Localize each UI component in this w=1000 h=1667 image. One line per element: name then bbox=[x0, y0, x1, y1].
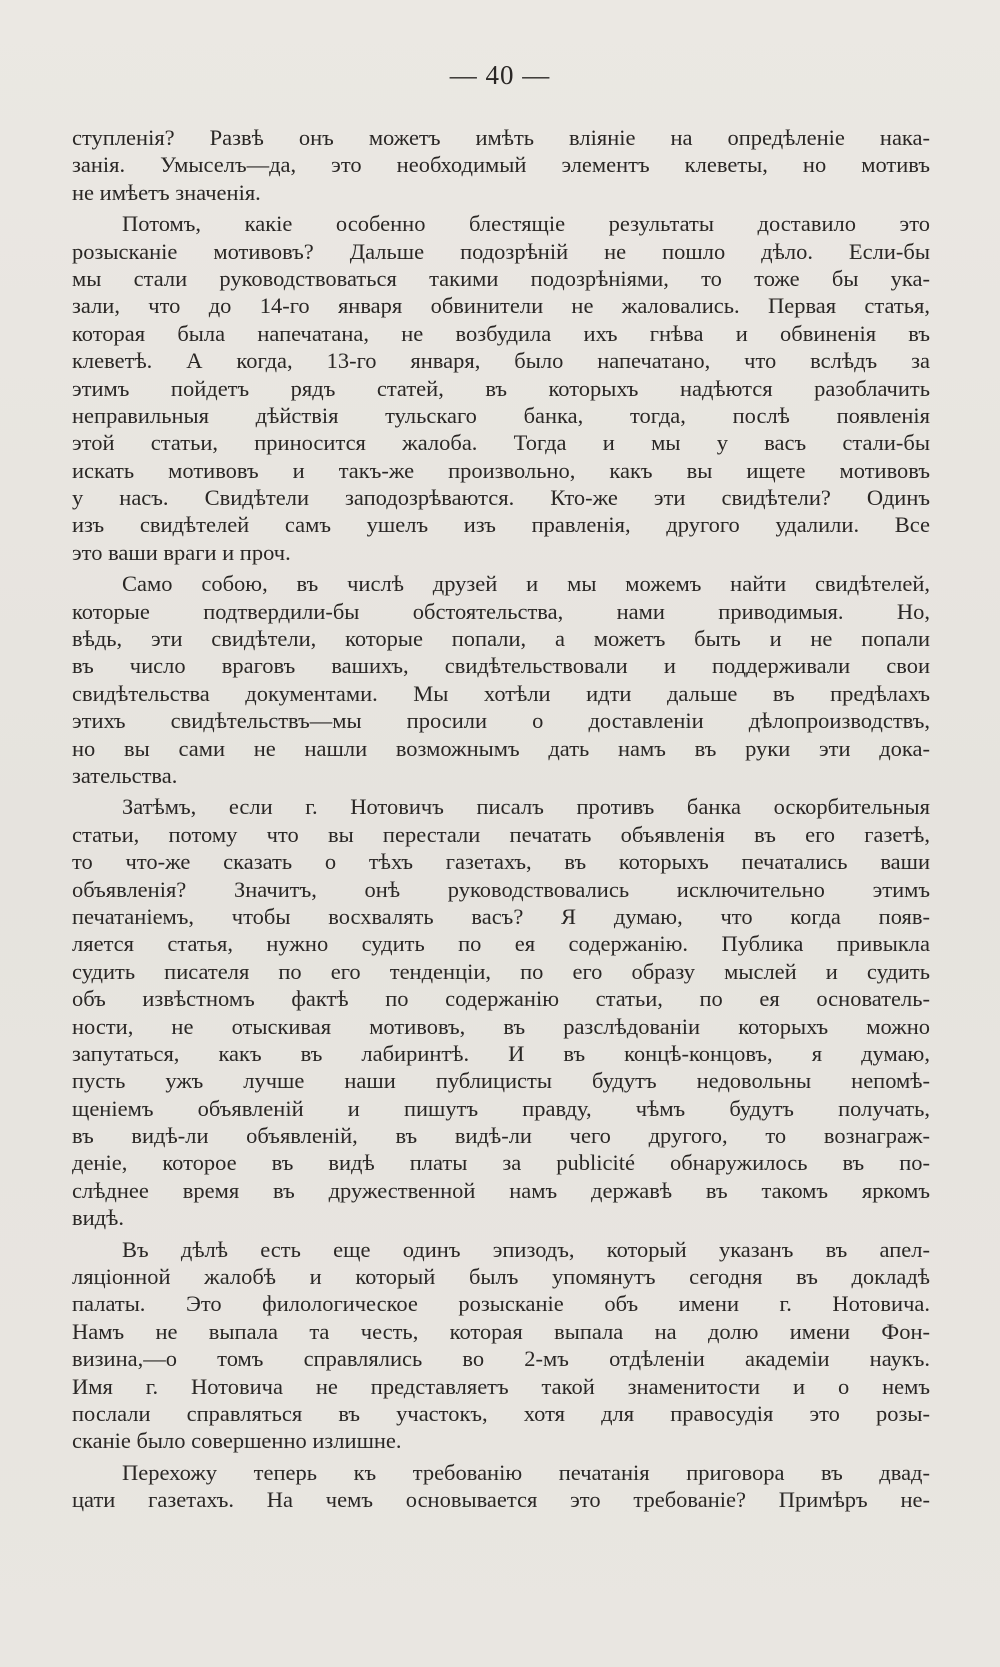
text-line: клеветѣ. А когда, 13-го января, было напечатано, что вслѣдъ за bbox=[72, 348, 930, 374]
text-line: искать мотивовъ и такъ-же произвольно, какъ вы ищете мотивовъ bbox=[72, 457, 930, 483]
body-text bbox=[72, 124, 930, 1514]
text-line: въ видѣ-ли объявленій, въ видѣ-ли чего другого, то вознаграж- bbox=[72, 1123, 930, 1149]
text-line: запутаться, какъ въ лабиринтѣ. И въ концѣ-концовъ, я думаю, bbox=[72, 1040, 930, 1066]
text-line: этихъ свидѣтельствъ—мы просили о доставленіи дѣлопроизводствъ, bbox=[72, 708, 930, 734]
text-line: цати газетахъ. На чемъ основывается это требованіе? Примѣръ не- bbox=[72, 1487, 930, 1513]
text-line: въ число враговъ вашихъ, свидѣтельствовали и поддерживали свои bbox=[72, 653, 930, 679]
text-line: зали, что до 14-го января обвинители не жаловались. Первая статья, bbox=[72, 293, 930, 319]
text-line: сканіе было совершенно излишне. bbox=[72, 1428, 402, 1454]
text-line: которые подтвердили-бы обстоятельства, нами приводимыя. Но, bbox=[72, 598, 930, 624]
text-line: щеніемъ объявленій и пишутъ правду, чѣмъ будутъ получать, bbox=[72, 1095, 930, 1121]
text-line: пусть ужъ лучше наши публицисты будутъ недовольны непомѣ- bbox=[72, 1068, 930, 1094]
text-line: ности, не отыскивая мотивовъ, въ разслѣдованіи которыхъ можно bbox=[72, 1013, 930, 1039]
text-line: ляціонной жалобѣ и который былъ упомянутъ сегодня въ докладѣ bbox=[72, 1264, 930, 1290]
text-line: печатаніемъ, чтобы восхвалять васъ? Я думаю, что когда появ- bbox=[72, 903, 930, 929]
text-line: статьи, потому что вы перестали печатать объявленія въ его газетѣ, bbox=[72, 821, 930, 847]
text-line: объ извѣстномъ фактѣ по содержанію статьи, по ея основатель- bbox=[72, 986, 930, 1012]
text-line: визина,—о томъ справлялись во 2-мъ отдѣленіи академіи наукъ. bbox=[72, 1346, 930, 1372]
text-line: послали справляться въ участокъ, хотя для правосудія это розы- bbox=[72, 1400, 930, 1426]
text-line: занія. Умыселъ—да, это необходимый элементъ клеветы, но мотивъ bbox=[72, 152, 930, 178]
text-line: Въ дѣлѣ есть еще одинъ эпизодъ, который указанъ въ апел- bbox=[122, 1236, 930, 1262]
paragraph bbox=[72, 1459, 930, 1514]
text-line: Потомъ, какіе особенно блестящіе результаты доставило это bbox=[122, 211, 930, 237]
paragraph bbox=[72, 210, 930, 566]
text-line: объявленія? Значитъ, онѣ руководствовались исключительно этимъ bbox=[72, 876, 930, 902]
text-line: деніе, которое въ видѣ платы за publicité обнаружилось въ по- bbox=[72, 1150, 930, 1176]
text-line: этимъ пойдетъ рядъ статей, въ которыхъ надѣются разоблачить bbox=[72, 375, 930, 401]
text-line: изъ свидѣтелей самъ ушелъ изъ правленія, другого удалили. Все bbox=[72, 512, 930, 538]
text-line: то что-же сказать о тѣхъ газетахъ, въ которыхъ печатались ваши bbox=[72, 849, 930, 875]
text-line: но вы сами не нашли возможнымъ дать намъ въ руки эти дока- bbox=[72, 735, 930, 761]
paragraph bbox=[72, 570, 930, 789]
text-line: Имя г. Нотовича не представляетъ такой знаменитости и о немъ bbox=[72, 1373, 930, 1399]
text-line: розысканіе мотивовъ? Дальше подозрѣній не пошло дѣло. Если-бы bbox=[72, 238, 930, 264]
text-line: свидѣтельства документами. Мы хотѣли идти дальше въ предѣлахъ bbox=[72, 680, 930, 706]
paragraph bbox=[72, 124, 930, 206]
text-line: ступленія? Развѣ онъ можетъ имѣть вліяніе на опредѣленіе нака- bbox=[72, 125, 930, 150]
text-line: слѣднее время въ дружественной намъ державѣ въ такомъ яркомъ bbox=[72, 1177, 930, 1203]
text-line: Намъ не выпала та честь, которая выпала на долю имени Фон- bbox=[72, 1318, 930, 1344]
text-line: не имѣетъ значенія. bbox=[72, 179, 261, 205]
text-line: этой статьи, приносится жалоба. Тогда и мы у васъ стали-бы bbox=[72, 430, 930, 456]
text-line: Перехожу теперь къ требованію печатанія приговора въ двад- bbox=[122, 1459, 930, 1485]
text-line: судить писателя по его тенденціи, по его образу мыслей и судить bbox=[72, 958, 930, 984]
text-line: мы стали руководствоваться такими подозрѣніями, то тоже бы ука- bbox=[72, 265, 930, 291]
page-number: — 40 — bbox=[449, 60, 551, 90]
text-line: зательства. bbox=[72, 762, 178, 788]
text-line: неправильныя дѣйствія тульскаго банка, тогда, послѣ появленія bbox=[72, 402, 930, 428]
text-line: ляется статья, нужно судить по ея содержанію. Публика привыкла bbox=[72, 931, 930, 957]
text-line: которая была напечатана, не возбудила ихъ гнѣва и обвиненія въ bbox=[72, 320, 930, 346]
text-line: вѣдь, эти свидѣтели, которые попали, а можетъ быть и не попали bbox=[72, 626, 930, 652]
text-line: палаты. Это филологическое розысканіе объ имени г. Нотовича. bbox=[72, 1291, 930, 1317]
text-line: Само собою, въ числѣ друзей и мы можемъ найти свидѣтелей, bbox=[122, 571, 930, 597]
text-line: видѣ. bbox=[72, 1205, 124, 1231]
text-line: у насъ. Свидѣтели заподозрѣваются. Кто-же эти свидѣтели? Одинъ bbox=[72, 485, 930, 511]
text-line: это ваши враги и проч. bbox=[72, 539, 291, 565]
text-line: Затѣмъ, если г. Нотовичъ писалъ противъ банка оскорбительныя bbox=[122, 794, 930, 820]
paragraph bbox=[72, 793, 930, 1231]
paragraph bbox=[72, 1236, 930, 1455]
